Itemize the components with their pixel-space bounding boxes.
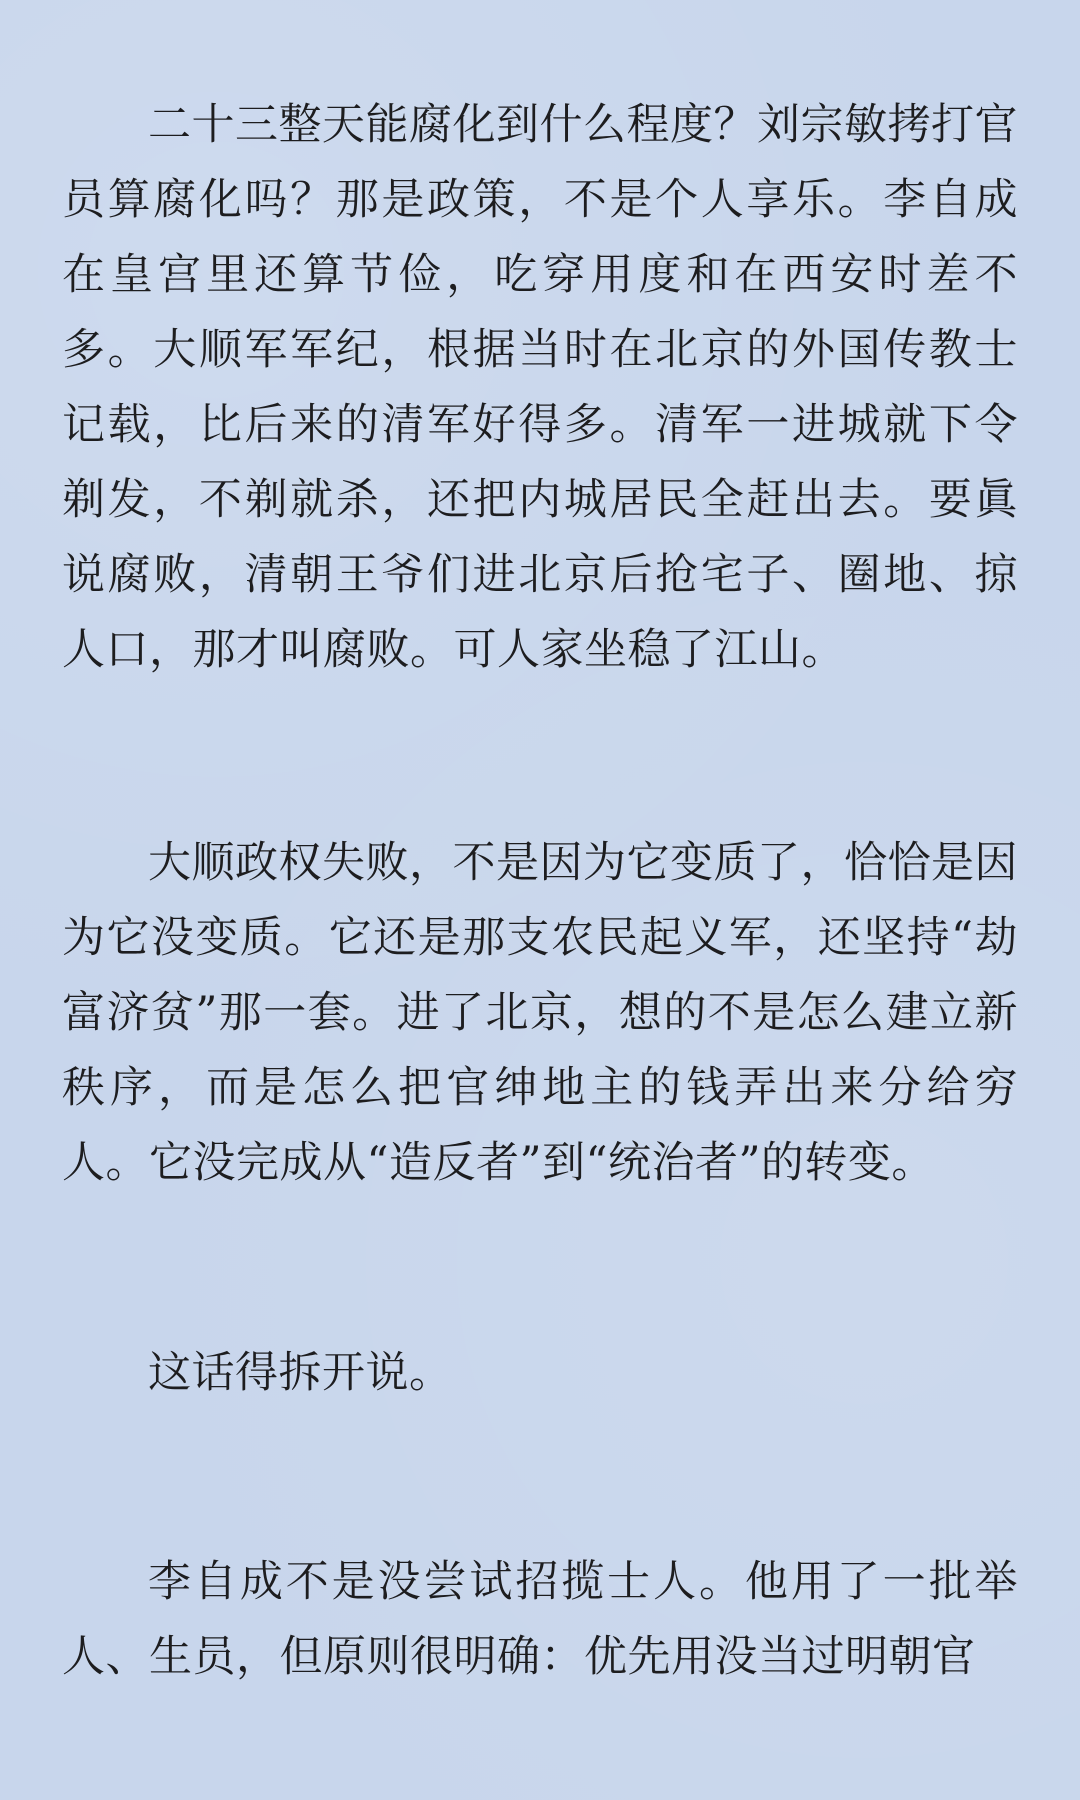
- article-paragraph-3: 这话得拆开说。: [148, 1348, 453, 1398]
- article-paragraph-1: 二十三整天能腐化到什么程度？刘宗敏拷打官员算腐化吗？那是政策，不是个人享乐。李自成在皇宫里还算节俭，吃穿用度和在西安时差不多。大顺军军纪，根据当时在北京的外国传教士记载，比后来的清军好得多。清军一进城就下令剃发，不剃就杀，还把内城居民全赶出去。要眞说腐败，清朝王爷们进北京后抢宅子、圈地、掠人口，那才叫腐败。可人家坐稳了江山。: [62, 100, 1018, 675]
- article-paragraph-2: 大顺政权失败，不是因为它变质了，恰恰是因为它没变质。它还是那支农民起义军，还坚持“劫富济贫”那一套。进了北京，想的不是怎么建立新秩序，而是怎么把官绅地主的钱弄出来分给穷人。它没完成从“造反者”到“统治者”的转变。: [62, 838, 1018, 1188]
- article-paragraph-4: 李自成不是没尝试招揽士人。他用了一批举人、生员，但原则很明确：优先用没当过明朝官: [62, 1557, 1018, 1682]
